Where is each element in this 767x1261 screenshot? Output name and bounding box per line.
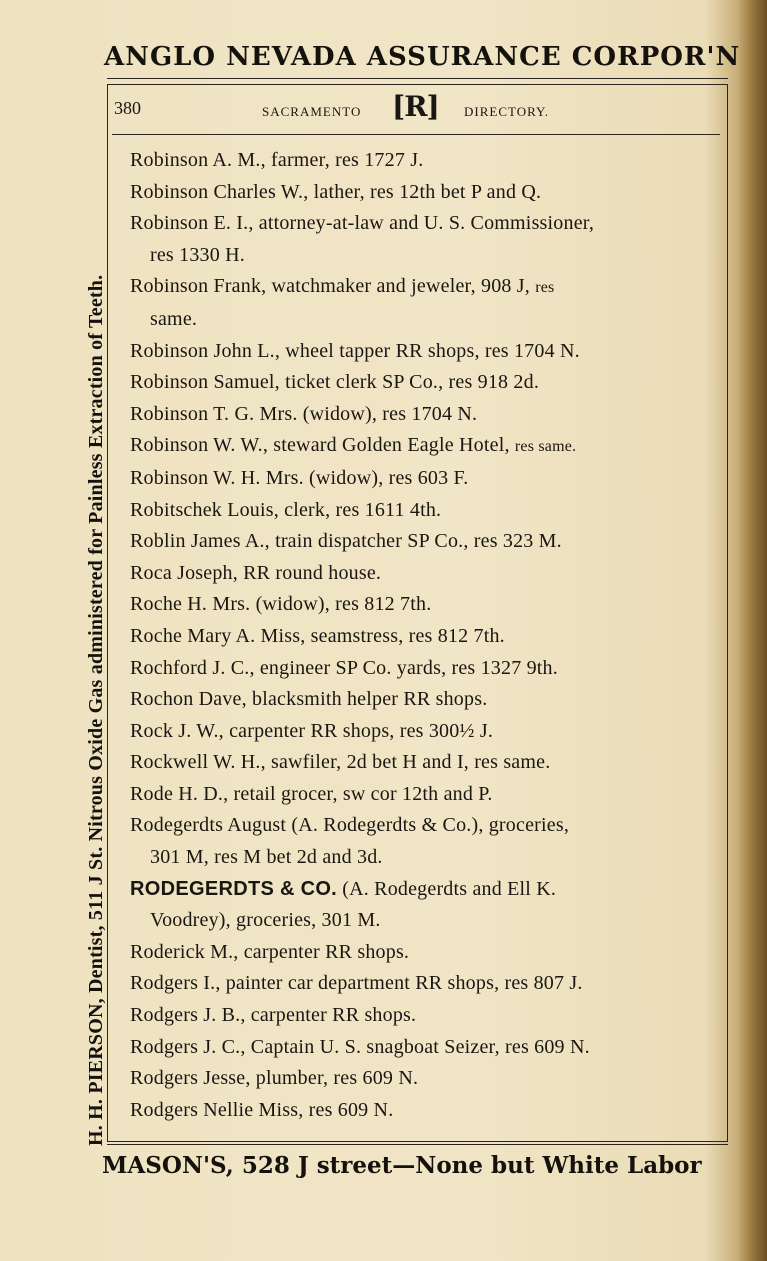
directory-entry — [130, 810, 720, 842]
side-advertisement-banner: H. H. PIERSON, Dentist, 511 J St. Nitrous Oxide Gas administered for Painless Extraction of Teeth. — [85, 274, 107, 1146]
directory-entry — [130, 653, 720, 685]
firm-name: RODEGERDTS & CO. — [130, 877, 338, 900]
page-number: 380 — [114, 98, 141, 118]
entry-text: Rodgers J. B., carpenter RR shops. — [130, 1004, 417, 1027]
entry-text: Robinson T. G. Mrs. (widow), res 1704 N. — [130, 402, 478, 425]
entry-text: Rock J. W., carpenter RR shops, res 300½ J. — [130, 719, 494, 742]
directory-entry — [130, 684, 720, 716]
entry-text: 301 M, res M bet 2d and 3d. — [150, 846, 383, 869]
entry-text: Robinson John L., wheel tapper RR shops, res 1704 N. — [130, 339, 580, 362]
directory-entry — [130, 716, 720, 748]
entry-text: Rodgers Jesse, plumber, res 609 N. — [130, 1067, 419, 1090]
entry-text: Rockwell W. H., sawfiler, 2d bet H and I, res same. — [130, 751, 551, 774]
directory-entry — [130, 526, 720, 558]
directory-entry — [130, 874, 720, 906]
directory-entry — [130, 1000, 720, 1032]
entry-text: Roderick M., carpenter RR shops. — [130, 940, 410, 963]
entry-text: Rochford J. C., engineer SP Co. yards, res 1327 9th. — [130, 656, 558, 679]
entry-text: Roche Mary A. Miss, seamstress, res 812 7th. — [130, 624, 505, 647]
entry-text: Rodegerdts August (A. Rodegerdts & Co.), groceries, — [130, 814, 570, 837]
entry-text: Robinson W. H. Mrs. (widow), res 603 F. — [130, 466, 469, 489]
directory-entry — [130, 367, 720, 399]
section-letter: [R] — [392, 90, 439, 123]
directory-entry — [130, 937, 720, 969]
top-advertisement-banner: ANGLO NEVADA ASSURANCE CORPOR'N — [104, 42, 741, 72]
directory-entry — [130, 779, 720, 811]
directory-entry — [130, 747, 720, 779]
entry-text: res 1330 H. — [150, 243, 245, 266]
bottom-advertisement-banner: MASON'S, 528 J street—None but White Labor — [102, 1152, 702, 1179]
directory-entry — [130, 1095, 720, 1127]
entry-text: Robinson E. I., attorney-at-law and U. S. Commissioner, — [130, 212, 595, 235]
entry-continuation — [130, 304, 720, 336]
directory-entry — [130, 145, 720, 177]
entry-text: Rode H. D., retail grocer, sw cor 12th and P. — [130, 782, 493, 805]
entry-continuation — [130, 905, 720, 937]
entry-text: Robinson W. W., steward Golden Eagle Hotel, — [130, 434, 510, 457]
directory-entry — [130, 495, 720, 527]
entry-text: Roche H. Mrs. (widow), res 812 7th. — [130, 593, 432, 616]
entry-text: Voodrey), groceries, 301 M. — [150, 909, 381, 932]
directory-entry — [130, 430, 720, 463]
directory-entry — [130, 208, 720, 240]
directory-entry — [130, 463, 720, 495]
entry-text: Robinson Charles W., lather, res 12th bet P and Q. — [130, 180, 542, 203]
bottom-rule — [107, 1144, 728, 1145]
entry-text: Rodgers Nellie Miss, res 609 N. — [130, 1098, 394, 1121]
directory-entry — [130, 271, 720, 304]
directory-entry — [130, 399, 720, 431]
entry-tail: res same. — [514, 438, 577, 456]
directory-entry — [130, 968, 720, 1000]
entry-text: Robinson Frank, watchmaker and jeweler, 908 J, — [130, 275, 530, 298]
directory-entry — [130, 1063, 720, 1095]
directory-entry — [130, 336, 720, 368]
entry-text: Robitschek Louis, clerk, res 1611 4th. — [130, 498, 442, 521]
directory-entry — [130, 589, 720, 621]
running-head-section: DIRECTORY. — [464, 104, 550, 119]
entry-text: same. — [150, 307, 198, 330]
entry-text: Roblin James A., train dispatcher SP Co., res 323 M. — [130, 530, 562, 553]
entry-text: Rodgers I., painter car department RR shops, res 807 J. — [130, 972, 583, 995]
entry-text: Roca Joseph, RR round house. — [130, 561, 382, 584]
entry-continuation — [130, 240, 720, 272]
entry-text: (A. Rodegerdts and Ell K. — [337, 877, 557, 900]
entry-text: Rochon Dave, blacksmith helper RR shops. — [130, 688, 488, 711]
entry-text: Robinson Samuel, ticket clerk SP Co., res 918 2d. — [130, 371, 540, 394]
directory-entry — [130, 621, 720, 653]
top-rule — [107, 78, 728, 79]
entry-tail: res — [535, 279, 555, 297]
header-rule — [112, 134, 720, 135]
directory-entry — [130, 558, 720, 590]
directory-entry — [130, 1032, 720, 1064]
entry-text: Robinson A. M., farmer, res 1727 J. — [130, 149, 424, 171]
entry-text: Rodgers J. C., Captain U. S. snagboat Seizer, res 609 N. — [130, 1035, 590, 1058]
running-head-city: SACRAMENTO — [262, 104, 362, 119]
entry-continuation — [130, 842, 720, 874]
directory-entries — [130, 145, 720, 1126]
directory-entry — [130, 177, 720, 209]
